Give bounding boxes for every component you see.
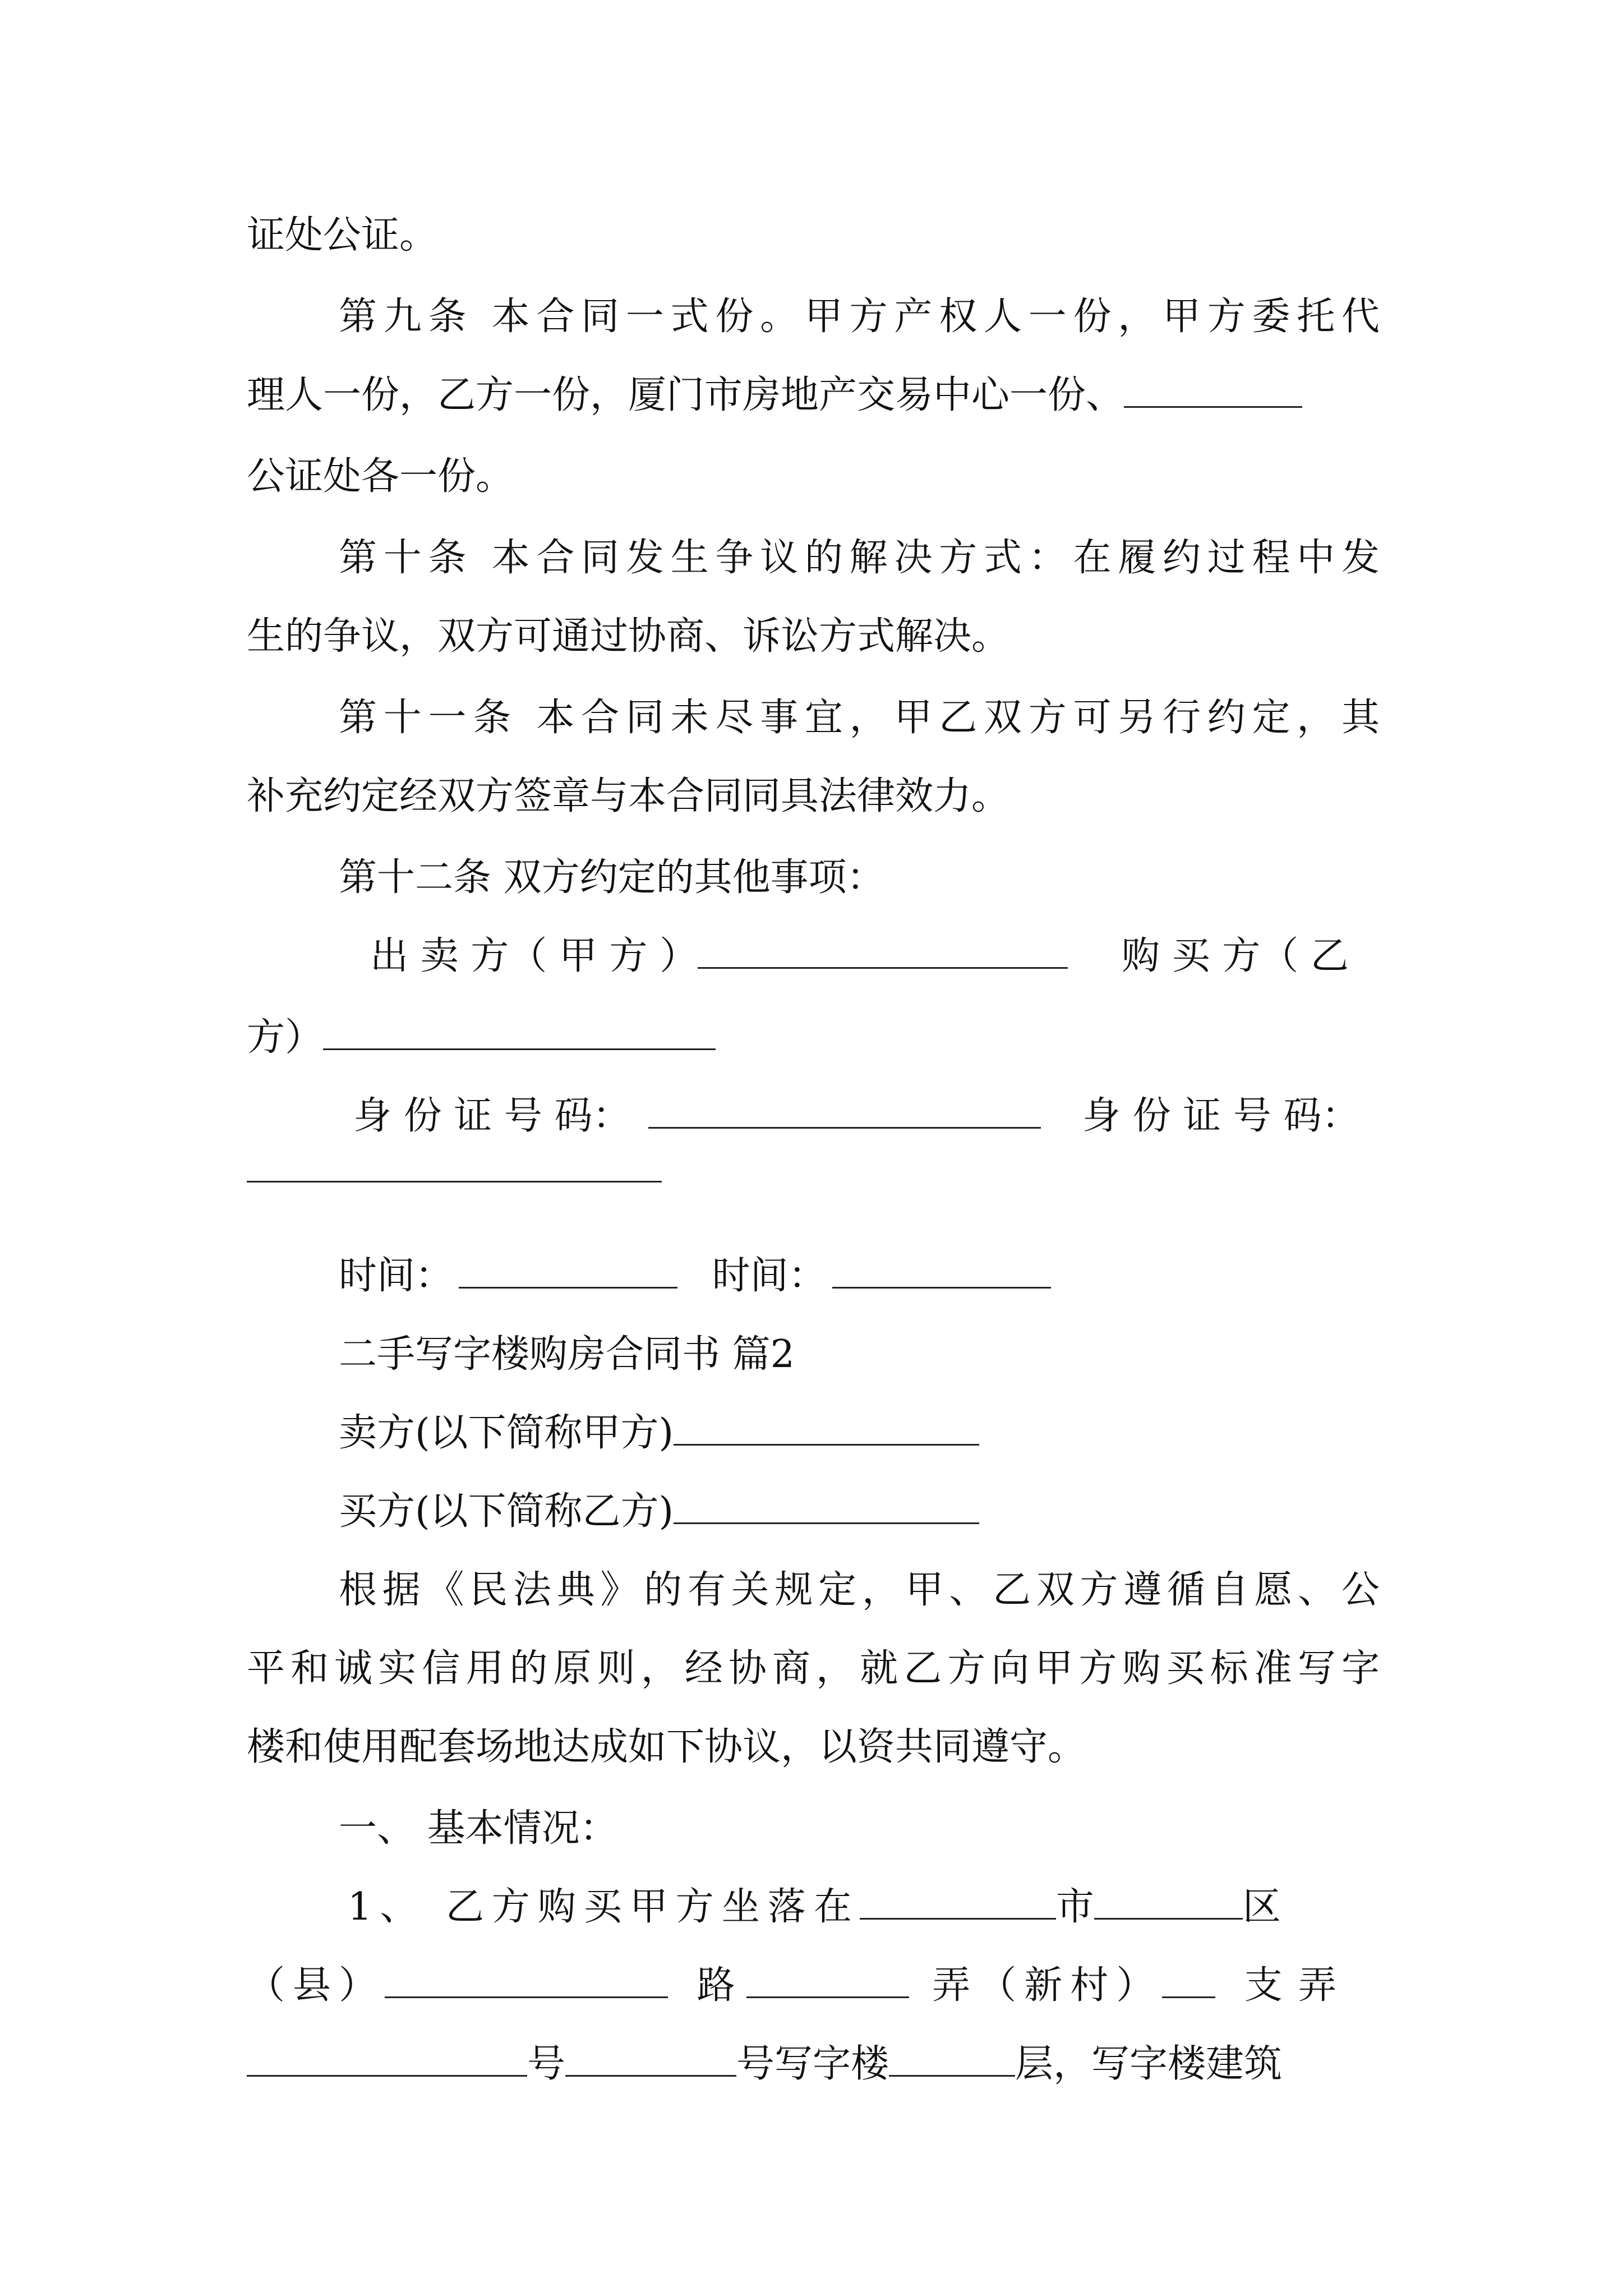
fill-blank [1162,1959,1215,1998]
buyer-label: 购 买 方（ 乙 [1122,934,1349,978]
text-span: 公证处各一份。 [247,454,514,499]
fill-blank [385,1959,668,1998]
paragraph-line [247,1638,1380,1700]
text-span: 证处公证。 [247,213,438,257]
text-span: 买方(以下简称乙方) [339,1489,674,1534]
article-10-line [339,527,1380,589]
text-span: 路 [697,1963,735,2008]
text-span: 理人一份，乙方一份，厦门市房地产交易中心一份、 [247,373,1124,417]
article-11-line [339,687,1380,749]
text-span: （县） [247,1963,385,2008]
text-span: 方） [247,1015,324,1060]
paragraph-line [247,1717,1380,1778]
text-span: 号写字楼 [736,2042,889,2086]
text-span: 区 [1242,1885,1281,1929]
seller-line [339,1402,1380,1464]
paragraph-line [247,365,1380,426]
paragraph-line [247,205,1380,266]
paragraph-line [247,606,1380,668]
fill-blank [323,1011,716,1050]
address-line [247,1955,1380,2017]
fill-blank [674,1485,979,1524]
seller-label: 出 卖 方（ 甲 方 ） [370,934,698,978]
address-line [348,1876,1380,1938]
text-span: 第十条 本合同发生争议的解决方式：在履约过程中发 [339,536,1380,580]
section-heading [339,1798,1380,1860]
fill-blank [247,1170,662,1182]
fill-blank [247,2038,527,2077]
buyer-line [339,1481,1380,1543]
paragraph-line [247,766,1380,827]
fill-blank [832,1250,1051,1289]
date-label: 时间： [712,1254,827,1298]
text-span: 生的争议，双方可通过协商、诉讼方式解决。 [247,614,1010,659]
fill-blank [746,1959,909,1998]
text-span: 弄（新村） [932,1963,1163,2008]
seller-signature-line [370,926,1411,987]
text-span: 号 [527,2042,566,2086]
text-span: 二手写字楼购房合同书 篇2 [339,1332,795,1377]
fill-blank [698,930,1068,969]
text-span: 第十一条 本合同未尽事宜，甲乙双方可另行约定，其 [339,696,1380,740]
id-number-line [353,1085,1486,1147]
paragraph-line [247,446,1380,508]
article-12-line [339,847,1380,909]
fill-blank [674,1407,979,1446]
fill-blank [1124,369,1302,408]
text-span: 根据《民法典》的有关规定，甲、乙双方遵循自愿、公 [339,1568,1380,1612]
text-span: 1、 乙方购买甲方坐落在 [348,1885,860,1929]
text-span: 一、 基本情况： [339,1806,618,1851]
date-line [339,1245,1380,1307]
text-span: 第九条 本合同一式份。甲方产权人一份，甲方委托代 [339,295,1380,339]
address-line [247,2033,1380,2095]
id-label: 身 份 证 号 码： [1082,1094,1360,1138]
fill-blank [648,1090,1041,1129]
paragraph-line [247,1007,1380,1069]
date-label: 时间： [339,1254,454,1298]
text-span: 层，写字楼建筑 [1015,2042,1283,2086]
fill-blank [860,1881,1056,1920]
text-span: 卖方(以下简称甲方) [339,1411,674,1455]
text-span: 平和诚实信用的原则，经协商，就乙方向甲方购买标准写字 [247,1646,1380,1691]
fill-blank [565,2038,736,2077]
id-label: 身 份 证 号 码： [353,1094,631,1138]
text-span: 支弄 [1244,1963,1352,2008]
text-span: 补充约定经双方签章与本合同同具法律效力。 [247,774,1010,818]
section-heading [339,1324,1380,1386]
paragraph-line [339,1559,1380,1621]
fill-blank [1094,1881,1243,1920]
text-span: 楼和使用配套场地达成如下协议，以资共同遵守。 [247,1725,1086,1769]
fill-blank [459,1250,677,1289]
text-span: 市 [1055,1885,1094,1929]
text-span: 第十二条 双方约定的其他事项： [339,855,885,900]
article-9-line [339,286,1380,348]
fill-blank [889,2038,1015,2077]
